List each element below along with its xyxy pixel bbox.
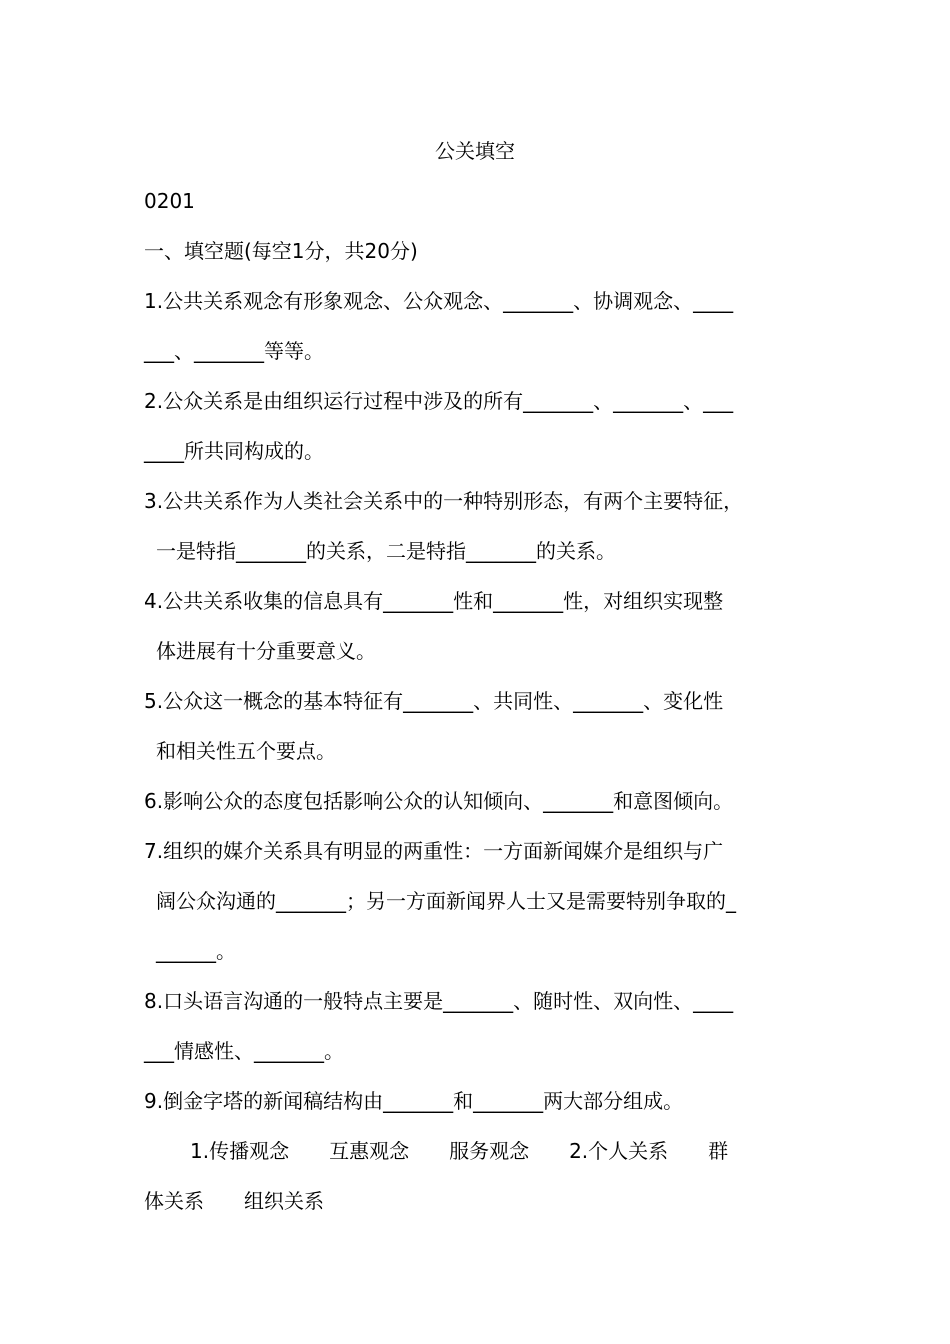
question-line: ____所共同构成的。	[144, 439, 324, 463]
question-line: 和相关性五个要点。	[156, 739, 336, 763]
question-line: 4.公共关系收集的信息具有_______性和_______性，对组织实现整	[144, 589, 724, 613]
question-line: 8.口头语言沟通的一般特点主要是_______、随时性、双向性、____	[144, 989, 734, 1013]
question-line: 阔公众沟通的_______；另一方面新闻界人士又是需要特别争取的_	[156, 889, 736, 913]
question-line: 3.公共关系作为人类社会关系中的一种特别形态，有两个主要特征，	[144, 489, 744, 513]
question-line: 2.公众关系是由组织运行过程中涉及的所有_______、_______、___	[144, 389, 734, 413]
question-line: 9.倒金字塔的新闻稿结构由_______和_______两大部分组成。	[144, 1089, 684, 1113]
question-line: 7.组织的媒介关系具有明显的两重性：一方面新闻媒介是组织与广	[144, 839, 724, 863]
document-code: 0201	[144, 189, 195, 213]
question-line: 5.公众这一概念的基本特征有_______、共同性、_______、变化性	[144, 689, 724, 713]
question-line: ______。	[156, 939, 236, 963]
question-line: ___情感性、_______。	[144, 1039, 344, 1063]
document-title: 公关填空	[435, 139, 515, 163]
question-line: 1.公共关系观念有形象观念、公众观念、_______、协调观念、____	[144, 289, 734, 313]
answer-line: 1.传播观念 互惠观念 服务观念 2.个人关系 群	[190, 1139, 729, 1163]
question-line: 6.影响公众的态度包括影响公众的认知倾向、_______和意图倾向。	[144, 789, 734, 813]
answer-line: 体关系 组织关系	[144, 1189, 324, 1213]
section-heading: 一、填空题(每空1分，共20分)	[144, 239, 418, 263]
question-line: 一是特指_______的关系，二是特指_______的关系。	[156, 539, 616, 563]
question-line: 体进展有十分重要意义。	[156, 639, 376, 663]
question-line: ___、_______等等。	[144, 339, 324, 363]
